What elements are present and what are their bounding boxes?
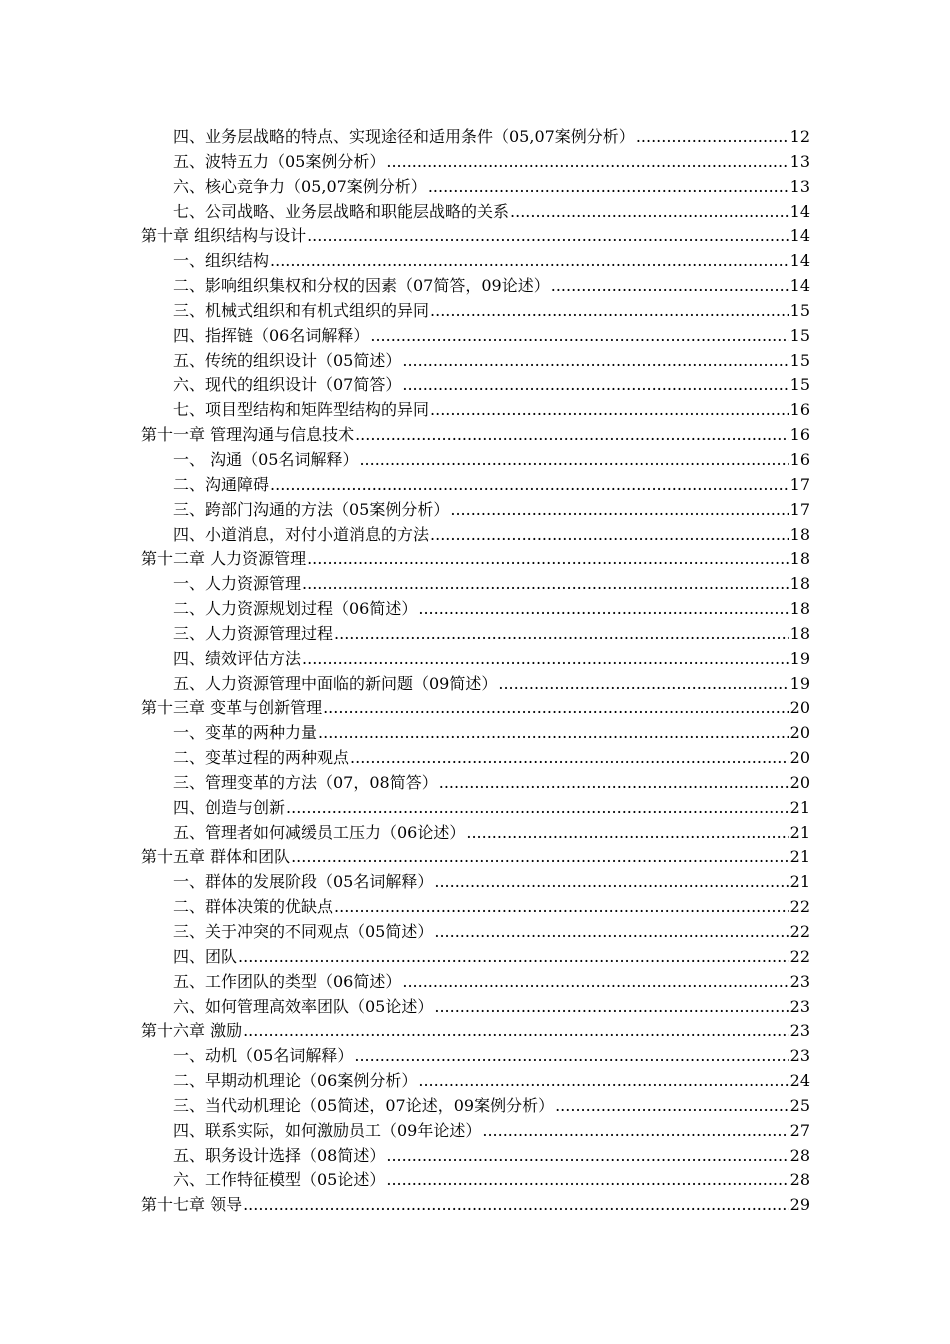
toc-page-number: 22 [789,897,810,917]
toc-section-entry[interactable] [141,448,810,473]
toc-section-entry[interactable] [141,324,810,349]
toc-section-entry[interactable] [141,895,810,920]
toc-dot-leader [318,721,789,746]
toc-dot-leader [302,647,789,672]
toc-dot-leader [243,1193,789,1218]
toc-page-number: 18 [789,549,810,569]
toc-page-number: 29 [789,1195,810,1215]
toc-dot-leader [450,498,788,523]
toc-page-number: 20 [789,723,810,743]
toc-entry-title: 三、当代动机理论（05简述，07论述，09案例分析） [173,1095,555,1115]
toc-section-entry[interactable] [141,1044,810,1069]
toc-section-entry[interactable] [141,771,810,796]
toc-entry-title: 一、群体的发展阶段（05名词解释） [173,872,434,892]
toc-entry-title: 一、组织结构 [173,251,270,271]
toc-section-entry[interactable] [141,597,810,622]
toc-entry-title: 四、团队 [173,946,238,966]
toc-section-entry[interactable] [141,945,810,970]
toc-entry-title: 五、传统的组织设计（05简述） [173,350,402,370]
toc-page-number: 21 [789,872,810,892]
toc-page-number: 24 [789,1071,810,1091]
toc-dot-leader [291,845,789,870]
toc-entry-title: 一、 沟通（05名词解释） [173,449,359,469]
toc-entry-title: 第十一章 管理沟通与信息技术 [141,425,355,445]
toc-entry-title: 五、管理者如何减缓员工压力（06论述） [173,822,466,842]
toc-page-number: 23 [789,971,810,991]
toc-page-number: 28 [789,1145,810,1165]
toc-chapter-entry[interactable] [141,1019,810,1044]
toc-page-number: 16 [789,425,810,445]
toc-page-number: 22 [789,946,810,966]
toc-page-number: 14 [789,276,810,296]
toc-page-number: 14 [789,226,810,246]
toc-entry-title: 三、关于冲突的不同观点（05简述） [173,922,434,941]
toc-dot-leader [238,945,789,970]
toc-entry-title: 四、联系实际，如何激励员工（09年论述） [173,1120,482,1140]
toc-page-number: 17 [789,499,810,519]
toc-dot-leader [402,349,788,374]
toc-section-entry[interactable] [141,150,810,175]
toc-dot-leader [439,771,789,796]
toc-page-number: 13 [789,151,810,171]
toc-section-entry[interactable] [141,920,810,945]
toc-dot-leader [418,1069,788,1094]
toc-chapter-entry[interactable] [141,224,810,249]
toc-section-entry[interactable] [141,398,810,423]
toc-section-entry[interactable] [141,647,810,672]
toc-page-number: 15 [789,350,810,370]
toc-page-number: 19 [789,648,810,668]
toc-dot-leader [482,1119,788,1144]
toc-dot-leader [307,224,789,249]
toc-page-number: 15 [789,325,810,345]
toc-page-number: 16 [789,449,810,469]
toc-section-entry[interactable] [141,995,810,1020]
toc-section-entry[interactable] [141,498,810,523]
toc-entry-title: 二、早期动机理论（06案例分析） [173,1071,418,1091]
toc-entry-title: 二、群体决策的优缺点 [173,897,334,917]
toc-dot-leader [510,200,789,225]
toc-dot-leader [354,1044,788,1069]
toc-section-entry[interactable] [141,175,810,200]
toc-entry-title: 二、影响组织集权和分权的因素（07简答，09论述） [173,276,550,296]
toc-chapter-entry[interactable] [141,423,810,448]
toc-section-entry[interactable] [141,746,810,771]
toc-dot-leader [430,398,789,423]
toc-entry-title: 三、人力资源管理过程 [173,623,334,643]
toc-dot-leader [243,1019,789,1044]
toc-dot-leader [430,299,789,324]
toc-entry-title: 二、变革过程的两种观点 [173,748,350,768]
toc-entry-title: 第十五章 群体和团队 [141,847,291,867]
toc-section-entry[interactable] [141,125,810,150]
toc-dot-leader [323,696,789,721]
toc-page-number: 12 [789,127,810,146]
toc-section-entry[interactable] [141,970,810,995]
toc-page-number: 19 [789,673,810,693]
toc-chapter-entry[interactable] [141,547,810,572]
toc-section-entry[interactable] [141,1119,810,1144]
toc-page-number: 21 [789,847,810,867]
toc-page-number: 20 [789,748,810,768]
toc-entry-title: 六、工作特征模型（05论述） [173,1170,386,1190]
toc-page-number: 14 [789,201,810,221]
toc-entry-title: 二、沟通障碍 [173,474,270,494]
toc-dot-leader [402,970,788,995]
toc-page-number: 18 [789,599,810,619]
toc-entry-title: 五、职务设计选择（08简述） [173,1145,386,1165]
toc-entry-title: 第十章 组织结构与设计 [141,226,307,246]
toc-page-number: 22 [789,922,810,941]
toc-entry-title: 三、管理变革的方法（07，08简答） [173,772,438,792]
toc-page-number: 21 [789,822,810,842]
toc-page-number: 23 [789,1046,810,1066]
toc-entry-title: 六、现代的组织设计（07简答） [173,375,402,395]
toc-page-number: 16 [789,400,810,420]
toc-dot-leader [355,423,789,448]
toc-dot-leader [636,125,789,150]
toc-dot-leader [428,175,789,200]
toc-section-entry[interactable] [141,299,810,324]
toc-dot-leader [307,547,789,572]
toc-section-entry[interactable] [141,622,810,647]
toc-page-number: 23 [789,996,810,1016]
toc-entry-title: 三、跨部门沟通的方法（05案例分析） [173,499,450,519]
toc-entry-title: 五、工作团队的类型（06简述） [173,971,402,991]
toc-section-entry[interactable] [141,1069,810,1094]
toc-chapter-entry[interactable] [141,696,810,721]
toc-section-entry[interactable] [141,870,810,895]
toc-entry-title: 五、波特五力（05案例分析） [173,151,386,171]
toc-dot-leader [386,150,788,175]
toc-page-number: 27 [789,1120,810,1140]
toc-page-number: 15 [789,300,810,320]
toc-dot-leader [434,920,788,945]
toc-dot-leader [370,324,788,349]
toc-entry-title: 四、业务层战略的特点、实现途径和适用条件（05,07案例分析） [173,127,635,146]
toc-dot-leader [434,995,788,1020]
toc-section-entry[interactable] [141,200,810,225]
toc-dot-leader [386,1168,788,1193]
toc-page-number: 13 [789,176,810,196]
toc-chapter-entry[interactable] [141,1193,810,1218]
toc-section-entry[interactable] [141,1094,810,1119]
toc-entry-title: 第十三章 变革与创新管理 [141,698,323,718]
toc-section-entry[interactable] [141,796,810,821]
toc-section-entry[interactable] [141,523,810,548]
toc-entry-title: 三、机械式组织和有机式组织的异同 [173,300,430,320]
toc-page-number: 18 [789,524,810,544]
toc-page-number: 17 [789,474,810,494]
toc-entry-title: 第十二章 人力资源管理 [141,549,307,569]
toc-entry-title: 一、变革的两种力量 [173,723,318,743]
toc-page-number: 23 [789,1021,810,1041]
toc-dot-leader [434,870,788,895]
toc-entry-title: 四、小道消息，对付小道消息的方法 [173,524,430,544]
toc-dot-leader [555,1094,789,1119]
toc-entry-title: 七、公司战略、业务层战略和职能层战略的关系 [173,201,510,221]
toc-section-entry[interactable] [141,473,810,498]
toc-page-number: 20 [789,698,810,718]
toc-entry-title: 一、人力资源管理 [173,574,302,594]
toc-entry-title: 六、核心竞争力（05,07案例分析） [173,176,427,196]
table-of-contents [141,125,810,1218]
toc-section-entry[interactable] [141,349,810,374]
toc-chapter-entry[interactable] [141,845,810,870]
toc-entry-title: 第十六章 激励 [141,1021,243,1041]
toc-page-number: 18 [789,623,810,643]
toc-page-number: 15 [789,375,810,395]
toc-dot-leader [498,672,788,697]
toc-dot-leader [466,821,788,846]
toc-entry-title: 二、人力资源规划过程（06简述） [173,599,418,619]
toc-section-entry[interactable] [141,274,810,299]
toc-entry-title: 五、人力资源管理中面临的新问题（09简述） [173,673,498,693]
toc-dot-leader [302,572,789,597]
toc-dot-leader [359,448,788,473]
toc-dot-leader [334,895,789,920]
toc-dot-leader [334,622,789,647]
toc-dot-leader [551,274,789,299]
toc-page-number: 25 [789,1095,810,1115]
toc-entry-title: 四、创造与创新 [173,797,286,817]
toc-entry-title: 七、项目型结构和矩阵型结构的异同 [173,400,430,420]
toc-dot-leader [418,597,788,622]
toc-section-entry[interactable] [141,249,810,274]
toc-section-entry[interactable] [141,572,810,597]
toc-entry-title: 第十七章 领导 [141,1195,243,1215]
toc-dot-leader [350,746,789,771]
toc-section-entry[interactable] [141,821,810,846]
toc-dot-leader [402,373,788,398]
toc-section-entry[interactable] [141,672,810,697]
toc-page-number: 21 [789,797,810,817]
toc-entry-title: 一、动机（05名词解释） [173,1046,354,1066]
toc-dot-leader [286,796,789,821]
toc-section-entry[interactable] [141,373,810,398]
toc-entry-title: 六、如何管理高效率团队（05论述） [173,996,434,1016]
toc-entry-title: 四、绩效评估方法 [173,648,302,668]
toc-page-number: 14 [789,251,810,271]
toc-page-number: 28 [789,1170,810,1190]
toc-section-entry[interactable] [141,1168,810,1193]
toc-dot-leader [270,249,789,274]
toc-page-number: 18 [789,574,810,594]
toc-dot-leader [270,473,789,498]
toc-entry-title: 四、指挥链（06名词解释） [173,325,370,345]
toc-page-number: 20 [789,772,810,792]
toc-section-entry[interactable] [141,1144,810,1169]
toc-dot-leader [430,523,789,548]
toc-dot-leader [386,1144,788,1169]
toc-section-entry[interactable] [141,721,810,746]
